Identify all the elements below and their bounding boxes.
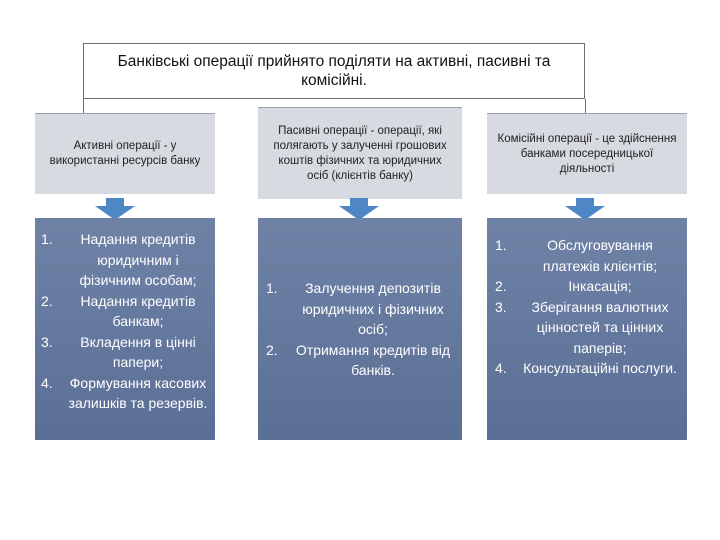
list-item: 4. Формування касових залишків та резервів. [41,374,208,411]
connector-right [585,99,586,113]
list-active [35,218,215,440]
list-item: 1. Залучення депозитів юридичних і фізичних осіб; [266,280,444,337]
down-arrow-icon [95,198,135,220]
list-item: 3. Вкладення в цінні папери; [41,333,196,370]
list-item: 2. Отримання кредитів від банків. [266,341,451,378]
list-item: 4. Консультаційні послуги. [495,360,677,376]
header-commission [487,113,687,194]
list-item: 3. Зберігання валютних цінностей та цінних паперів; [495,298,669,356]
down-arrow-icon [565,198,605,220]
header-passive-text: Пасивні операції - операції, які полягають у залученні грошових коштів фізичних та юридичних осіб (клієнтів банку) [273,124,447,182]
connector-left [83,99,84,113]
list-item: 1. Обслуговування платежів клієнтів; [495,237,658,274]
header-passive [258,107,462,199]
list-passive [258,218,462,440]
list-item: 1. Надання кредитів юридичним і фізичним особам; [41,231,197,288]
diagram-title [83,43,585,99]
list-item: 2. Надання кредитів банкам; [41,292,196,329]
header-active [35,113,215,194]
header-active-text: Активні операції - у використанні ресурсів банку [49,140,201,167]
list-commission [487,218,687,440]
diagram-title-text: Банківські операції прийнято поділяти на активні, пасивні та комісійні. [117,53,551,89]
down-arrow-icon [339,198,379,220]
list-item: 2. Інкасація; [495,278,632,294]
header-commission-text: Комісійні операції - це здійснення банками посередницької діяльності [497,132,677,175]
